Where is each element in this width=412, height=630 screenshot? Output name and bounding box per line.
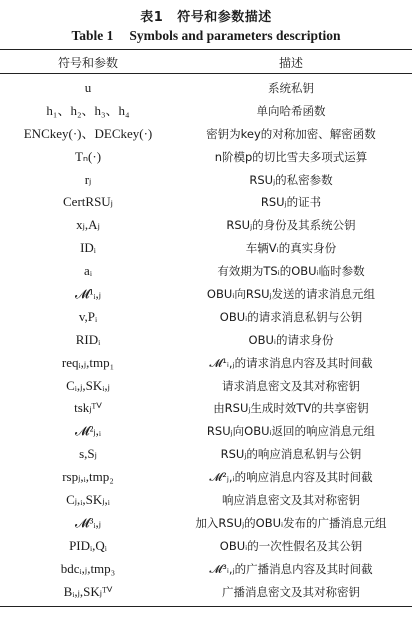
table-row	[0, 283, 412, 306]
description-cell: 车辆Vᵢ的真实身份	[245, 241, 337, 256]
symbol-cell: xⱼ,Aⱼ	[76, 217, 100, 233]
table-title-en	[0, 28, 412, 44]
table-row	[0, 146, 412, 169]
table-row	[0, 169, 412, 192]
description-cell: 系统私钥	[268, 81, 314, 95]
table-row	[0, 466, 412, 489]
table-row	[0, 397, 412, 420]
table-number-en: Table 1	[71, 28, 114, 43]
table-row	[0, 260, 412, 283]
header-description: 描述	[278, 56, 303, 70]
table-caption-en: Symbols and parameters description	[129, 28, 341, 43]
description-cell: RSUⱼ向OBUᵢ返回的响应消息元组	[206, 424, 376, 439]
description-cell: 𝓜³ᵢ,ⱼ的广播消息内容及其时间截	[209, 561, 373, 576]
symbol-cell: aᵢ	[84, 263, 92, 279]
symbol-cell: reqᵢ,ⱼ,tmp₁	[61, 354, 115, 370]
description-cell: RSUⱼ的私密参数	[249, 172, 333, 187]
table-row	[0, 581, 412, 604]
table-row	[0, 512, 412, 535]
table-body	[0, 77, 412, 603]
description-cell: RSUⱼ的响应消息私钥与公钥	[220, 447, 362, 462]
table-row	[0, 443, 412, 466]
description-cell: OBUᵢ的请求身份	[248, 332, 334, 347]
symbol-cell: 𝓜²ⱼ,ᵢ	[74, 423, 102, 439]
bottom-rule	[0, 606, 412, 607]
header-rule	[0, 73, 412, 74]
description-cell: OBUᵢ的请求消息私钥与公钥	[219, 309, 363, 324]
table-row	[0, 489, 412, 512]
table-row	[0, 558, 412, 581]
table-row	[0, 191, 412, 214]
symbol-cell: Tₙ(·)	[74, 148, 102, 164]
description-cell: RSUⱼ的身份及其系统公钥	[226, 218, 356, 233]
description-cell: 密钥为key的对称加密、解密函数	[206, 126, 376, 141]
table-row	[0, 375, 412, 398]
table-number-cn: 表1	[140, 10, 164, 25]
symbol-cell: Bᵢ,ⱼ,SKⱼᵀⱽ	[63, 583, 113, 599]
table-row	[0, 214, 412, 237]
symbol-cell: CertRSUⱼ	[63, 194, 113, 210]
table-header	[0, 54, 412, 74]
symbol-cell: RIDᵢ	[75, 331, 101, 347]
header-symbol: 符号和参数	[57, 56, 118, 70]
table-row	[0, 123, 412, 146]
description-cell: 响应消息密文及其对称密钥	[222, 493, 360, 508]
symbol-cell: tskⱼᵀⱽ	[74, 400, 102, 416]
description-cell: 𝓜²ⱼ,ᵢ的响应消息内容及其时间截	[209, 470, 373, 485]
table-row	[0, 100, 412, 123]
table-row	[0, 420, 412, 443]
table-row	[0, 352, 412, 375]
symbol-cell: v,Pᵢ	[78, 308, 98, 324]
description-cell: 广播消息密文及其对称密钥	[222, 584, 360, 599]
symbol-cell: 𝓜¹ᵢ,ⱼ	[74, 286, 102, 302]
description-cell: 有效期为TSᵢ的OBUᵢ临时参数	[217, 264, 365, 279]
table-row	[0, 237, 412, 260]
description-cell: OBUᵢ向RSUⱼ发送的请求消息元组	[206, 287, 376, 302]
table-title-cn	[0, 6, 412, 25]
symbol-cell: bdcᵢ,ⱼ,tmp₃	[60, 560, 116, 576]
table-row	[0, 77, 412, 100]
symbol-cell: Cⱼ,ᵢ,SKⱼ,ᵢ	[66, 492, 110, 508]
symbol-cell: h₁、h₂、h₃、h₄	[46, 102, 130, 118]
symbol-cell: rⱼ	[84, 171, 92, 187]
table-row	[0, 306, 412, 329]
table-caption-cn: 符号和参数描述	[177, 10, 272, 25]
symbol-cell: PIDᵢ,Qᵢ	[69, 537, 107, 553]
description-cell: OBUᵢ的一次性假名及其公钥	[219, 538, 363, 553]
symbol-cell: s,Sⱼ	[79, 446, 97, 462]
symbol-cell: 𝓜³ᵢ,ⱼ	[74, 514, 102, 530]
description-cell: 请求消息密文及其对称密钥	[222, 378, 360, 393]
top-rule	[0, 49, 412, 50]
description-cell: 加入RSUⱼ的OBUᵢ发布的广播消息元组	[195, 515, 387, 530]
description-cell: n阶模p的切比雪夫多项式运算	[214, 149, 368, 164]
symbol-cell: ENCkey(·)、DECkey(·)	[23, 125, 153, 141]
description-cell: 𝓜¹ᵢ,ⱼ的请求消息内容及其时间截	[209, 355, 373, 370]
symbol-cell: rspⱼ,ᵢ,tmp₂	[62, 469, 114, 485]
description-cell: 单向哈希函数	[256, 103, 326, 118]
symbol-cell: IDᵢ	[80, 240, 96, 256]
symbol-cell: u	[84, 80, 92, 95]
table-row	[0, 329, 412, 352]
table-row	[0, 535, 412, 558]
description-cell: RSUⱼ的证书	[260, 195, 322, 210]
symbol-cell: Cᵢ,ⱼ,SKᵢ,ⱼ	[66, 377, 110, 393]
description-cell: 由RSUⱼ生成时效TV的共享密钥	[213, 401, 369, 416]
